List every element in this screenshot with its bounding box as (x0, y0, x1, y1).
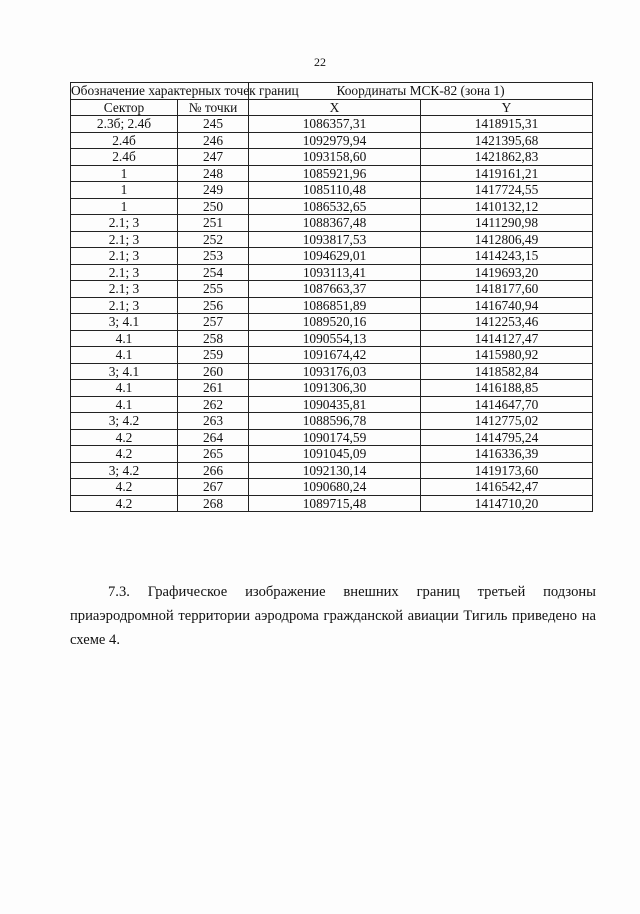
table-row (71, 363, 593, 380)
table-row (71, 248, 593, 265)
cell-y: 1421862,83 (421, 149, 593, 166)
cell-point-number: 247 (178, 149, 249, 166)
table-body (71, 116, 593, 512)
table-header-row-2 (71, 99, 593, 116)
coordinates-table (70, 82, 593, 512)
header-y: Y (421, 99, 593, 116)
table-row (71, 314, 593, 331)
cell-point-number: 268 (178, 495, 249, 512)
cell-point-number: 250 (178, 198, 249, 215)
cell-y: 1412253,46 (421, 314, 593, 331)
cell-sector: 2.1; 3 (71, 281, 178, 298)
cell-y: 1412775,02 (421, 413, 593, 430)
cell-y: 1414243,15 (421, 248, 593, 265)
cell-point-number: 260 (178, 363, 249, 380)
cell-x: 1086851,89 (249, 297, 421, 314)
cell-sector: 2.3б; 2.4б (71, 116, 178, 133)
cell-sector: 4.2 (71, 429, 178, 446)
cell-point-number: 265 (178, 446, 249, 463)
cell-y: 1414710,20 (421, 495, 593, 512)
cell-sector: 3; 4.1 (71, 363, 178, 380)
cell-sector: 3; 4.2 (71, 462, 178, 479)
table-row (71, 132, 593, 149)
cell-sector: 1 (71, 198, 178, 215)
cell-y: 1414127,47 (421, 330, 593, 347)
cell-point-number: 253 (178, 248, 249, 265)
cell-sector: 2.1; 3 (71, 248, 178, 265)
table-row (71, 479, 593, 496)
cell-point-number: 257 (178, 314, 249, 331)
table-row (71, 215, 593, 232)
table-row (71, 116, 593, 133)
page-number: 22 (314, 55, 326, 69)
table-row (71, 297, 593, 314)
cell-point-number: 258 (178, 330, 249, 347)
cell-x: 1091045,09 (249, 446, 421, 463)
cell-sector: 1 (71, 182, 178, 199)
table-row (71, 413, 593, 430)
table-row (71, 182, 593, 199)
cell-point-number: 246 (178, 132, 249, 149)
cell-sector: 1 (71, 165, 178, 182)
cell-point-number: 248 (178, 165, 249, 182)
cell-y: 1418915,31 (421, 116, 593, 133)
cell-x: 1093158,60 (249, 149, 421, 166)
cell-x: 1089715,48 (249, 495, 421, 512)
cell-x: 1085110,48 (249, 182, 421, 199)
cell-x: 1090435,81 (249, 396, 421, 413)
cell-x: 1092130,14 (249, 462, 421, 479)
cell-x: 1093817,53 (249, 231, 421, 248)
table-row (71, 198, 593, 215)
cell-point-number: 261 (178, 380, 249, 397)
cell-x: 1091306,30 (249, 380, 421, 397)
cell-point-number: 245 (178, 116, 249, 133)
cell-x: 1087663,37 (249, 281, 421, 298)
table-row (71, 330, 593, 347)
cell-x: 1090554,13 (249, 330, 421, 347)
cell-y: 1419173,60 (421, 462, 593, 479)
cell-y: 1419161,21 (421, 165, 593, 182)
cell-point-number: 256 (178, 297, 249, 314)
header-coordinates: Координаты МСК-82 (зона 1) (249, 83, 593, 100)
table-row (71, 429, 593, 446)
cell-point-number: 252 (178, 231, 249, 248)
cell-point-number: 263 (178, 413, 249, 430)
cell-sector: 4.1 (71, 330, 178, 347)
cell-x: 1088367,48 (249, 215, 421, 232)
cell-x: 1090174,59 (249, 429, 421, 446)
cell-sector: 3; 4.1 (71, 314, 178, 331)
cell-point-number: 249 (178, 182, 249, 199)
cell-point-number: 259 (178, 347, 249, 364)
table-row (71, 495, 593, 512)
cell-y: 1417724,55 (421, 182, 593, 199)
cell-x: 1085921,96 (249, 165, 421, 182)
cell-y: 1414795,24 (421, 429, 593, 446)
cell-y: 1416336,39 (421, 446, 593, 463)
paragraph-7-3: 7.3. Графическое изображение внешних границ третьей подзоны приаэродромной территории аэродрома гражданской авиации Тигиль приведено на схеме 4. (70, 584, 596, 648)
cell-sector: 2.4б (71, 132, 178, 149)
cell-sector: 2.1; 3 (71, 297, 178, 314)
cell-sector: 4.2 (71, 479, 178, 496)
cell-x: 1093176,03 (249, 363, 421, 380)
cell-sector: 4.2 (71, 495, 178, 512)
cell-x: 1086357,31 (249, 116, 421, 133)
cell-sector: 2.1; 3 (71, 215, 178, 232)
cell-y: 1416542,47 (421, 479, 593, 496)
cell-y: 1414647,70 (421, 396, 593, 413)
cell-point-number: 264 (178, 429, 249, 446)
header-x: X (249, 99, 421, 116)
cell-y: 1411290,98 (421, 215, 593, 232)
cell-x: 1090680,24 (249, 479, 421, 496)
cell-sector: 4.1 (71, 396, 178, 413)
table-row (71, 380, 593, 397)
table-row (71, 149, 593, 166)
cell-y: 1416740,94 (421, 297, 593, 314)
cell-y: 1416188,85 (421, 380, 593, 397)
cell-y: 1421395,68 (421, 132, 593, 149)
header-designation: Обозначение характерных точек границ (71, 83, 299, 99)
cell-x: 1088596,78 (249, 413, 421, 430)
cell-point-number: 251 (178, 215, 249, 232)
table-header-row-1 (71, 83, 593, 100)
table-row (71, 347, 593, 364)
cell-sector: 2.1; 3 (71, 264, 178, 281)
cell-y: 1418582,84 (421, 363, 593, 380)
cell-point-number: 266 (178, 462, 249, 479)
cell-y: 1419693,20 (421, 264, 593, 281)
cell-sector: 2.1; 3 (71, 231, 178, 248)
cell-y: 1418177,60 (421, 281, 593, 298)
table-row (71, 231, 593, 248)
cell-point-number: 267 (178, 479, 249, 496)
cell-y: 1410132,12 (421, 198, 593, 215)
table-row (71, 165, 593, 182)
cell-sector: 4.2 (71, 446, 178, 463)
cell-x: 1086532,65 (249, 198, 421, 215)
cell-sector: 4.1 (71, 380, 178, 397)
header-point-number: № точки (178, 99, 249, 116)
cell-x: 1089520,16 (249, 314, 421, 331)
cell-y: 1412806,49 (421, 231, 593, 248)
cell-sector: 4.1 (71, 347, 178, 364)
header-sector: Сектор (71, 99, 178, 116)
cell-point-number: 262 (178, 396, 249, 413)
cell-sector: 3; 4.2 (71, 413, 178, 430)
cell-point-number: 254 (178, 264, 249, 281)
table-row (71, 281, 593, 298)
cell-x: 1094629,01 (249, 248, 421, 265)
cell-y: 1415980,92 (421, 347, 593, 364)
table-row (71, 446, 593, 463)
table-row (71, 264, 593, 281)
cell-x: 1091674,42 (249, 347, 421, 364)
table-row (71, 462, 593, 479)
cell-x: 1092979,94 (249, 132, 421, 149)
cell-point-number: 255 (178, 281, 249, 298)
cell-x: 1093113,41 (249, 264, 421, 281)
table-row (71, 396, 593, 413)
cell-sector: 2.4б (71, 149, 178, 166)
